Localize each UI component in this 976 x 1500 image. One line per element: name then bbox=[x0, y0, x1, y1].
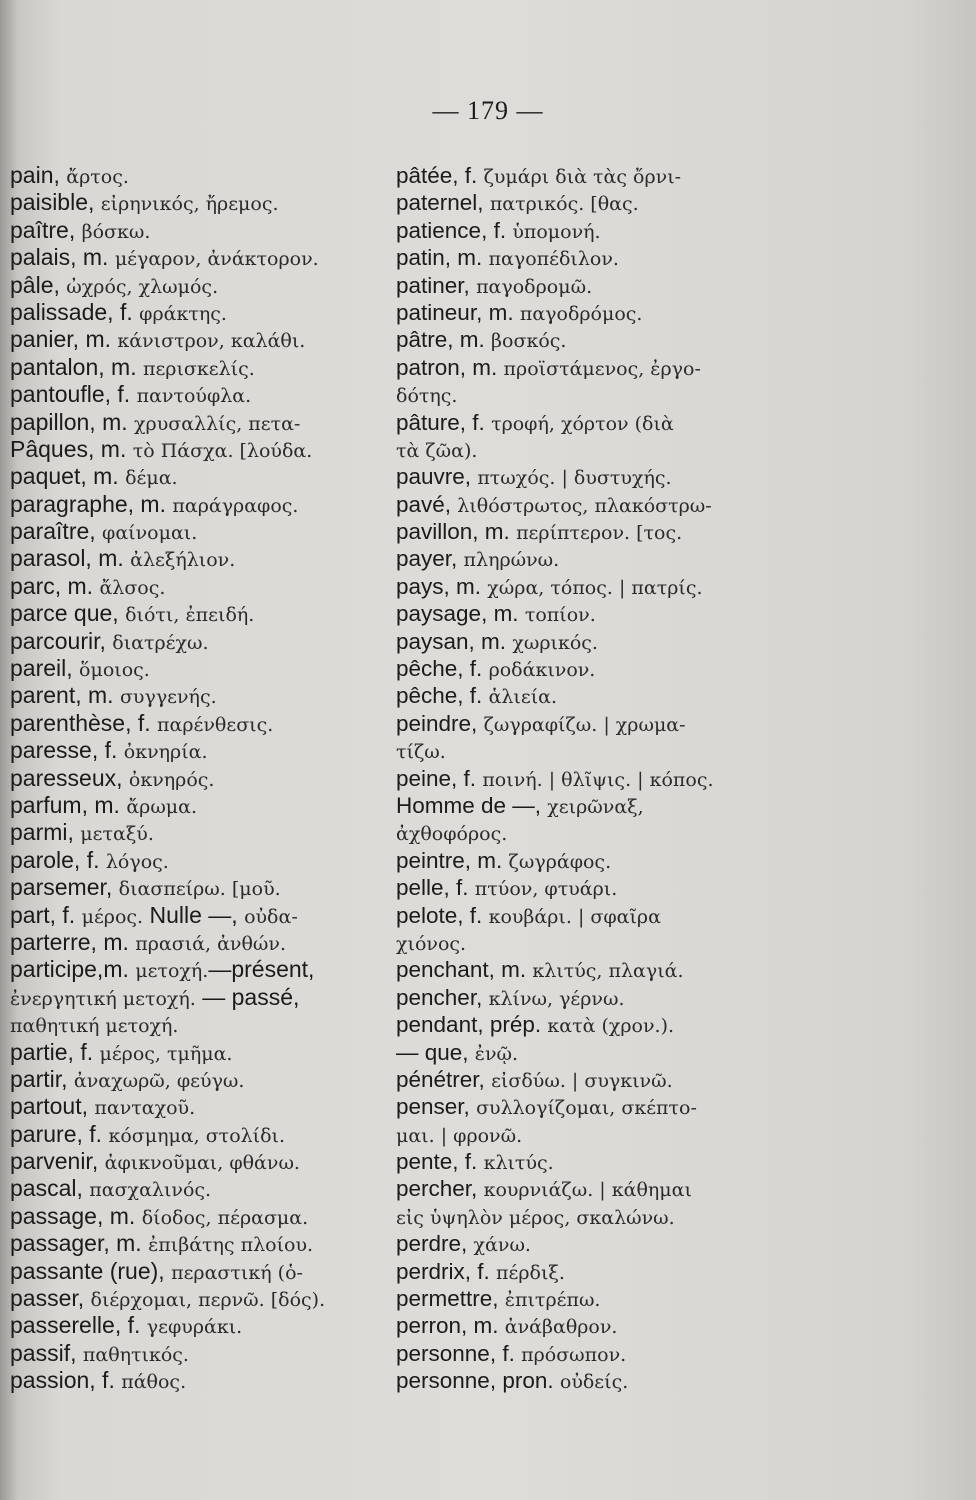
entry-french-text: parmi, bbox=[10, 819, 81, 846]
entry-french-text: passer, bbox=[10, 1285, 91, 1312]
entry-greek-text: μετοχή. bbox=[135, 960, 209, 983]
dictionary-entry bbox=[10, 737, 390, 764]
entry-greek-text: ὠχρός, χλωμός. bbox=[66, 275, 219, 298]
entry-french-text: papillon, m. bbox=[10, 408, 135, 435]
entry-greek-text: τροφή, χόρτον (διὰ bbox=[491, 412, 674, 435]
dictionary-entry bbox=[396, 409, 766, 436]
entry-greek-text: οὐδείς. bbox=[559, 1371, 629, 1394]
dictionary-entry bbox=[396, 1011, 766, 1038]
entry-french-text: pâle, bbox=[10, 271, 67, 298]
entry-french-text: percher, bbox=[396, 1176, 484, 1202]
entry-greek-text: βόσκω. bbox=[81, 220, 151, 243]
entry-greek-text: ἐπιβάτης πλοίου. bbox=[148, 1234, 314, 1257]
entry-french-text: pâture, f. bbox=[396, 409, 492, 435]
entry-greek-text: οὐδα- bbox=[244, 905, 298, 928]
entry-greek-text: ὑπομονή. bbox=[512, 220, 601, 243]
entry-french-text: parvenir, bbox=[10, 1148, 105, 1175]
dictionary-entry bbox=[396, 710, 766, 737]
entry-greek-text: ἄρτος. bbox=[66, 166, 129, 188]
entry-greek-text: πρασιά, ἀνθών. bbox=[135, 932, 286, 955]
entry-french-text: parure, f. bbox=[10, 1120, 109, 1147]
entry-greek-text: συγγενής. bbox=[119, 686, 217, 709]
entry-greek-text: πασχαλινός. bbox=[89, 1179, 212, 1202]
dictionary-entry bbox=[396, 272, 766, 299]
entry-greek-text: γεφυράκι. bbox=[146, 1316, 243, 1339]
dictionary-entry bbox=[396, 491, 766, 518]
entry-greek-text: κουρνιάζω. | κάθημαι bbox=[483, 1179, 692, 1202]
dictionary-entry bbox=[396, 1203, 766, 1230]
entry-greek-text: λόγος. bbox=[105, 850, 169, 873]
entry-greek-text: χώρα, τόπος. | πατρίς. bbox=[487, 576, 703, 599]
dictionary-entry bbox=[10, 600, 390, 627]
dictionary-entry bbox=[10, 299, 390, 326]
entry-greek-text: περαστική (ὁ- bbox=[171, 1261, 303, 1284]
entry-french-text: pays, m. bbox=[396, 573, 488, 599]
dictionary-entry bbox=[396, 1258, 766, 1285]
dictionary-entry bbox=[396, 1312, 766, 1339]
dictionary-entry bbox=[396, 1039, 766, 1066]
entry-greek-text: χειρῶναξ, bbox=[547, 795, 644, 818]
entry-greek-text: λιθόστρωτος, πλακόστρω- bbox=[457, 494, 712, 517]
entry-greek-text: εἰς ὑψηλὸν μέρος, σκαλώνω. bbox=[396, 1206, 675, 1229]
entry-greek-text: παθητική μετοχή. bbox=[10, 1015, 179, 1038]
entry-french-text: peintre, m. bbox=[396, 847, 509, 873]
entry-french-text: pauvre, bbox=[396, 464, 478, 490]
entry-french-text: penchant, m. bbox=[396, 957, 533, 983]
entry-french-text: passante (rue), bbox=[10, 1257, 172, 1284]
dictionary-entry bbox=[10, 491, 390, 518]
entry-french-text: parce que, bbox=[10, 600, 126, 627]
entry-greek-text: ἀχθοφόρος. bbox=[396, 823, 508, 846]
entry-french-text: pêche, f. bbox=[396, 683, 489, 709]
entry-greek-text: τοπίον. bbox=[524, 604, 596, 627]
entry-french-text: parsemer, bbox=[10, 874, 119, 901]
entry-french-text: pâtée, f. bbox=[396, 163, 484, 188]
entry-french-text: paisible, bbox=[10, 189, 101, 216]
entry-greek-text: μέρος. bbox=[81, 905, 144, 928]
entry-french-text: paresse, f. bbox=[10, 737, 124, 764]
dictionary-entry bbox=[10, 409, 390, 436]
dictionary-entry bbox=[10, 189, 390, 216]
dictionary-entry bbox=[396, 1340, 766, 1367]
dictionary-entry bbox=[396, 847, 766, 874]
entry-greek-text: μέρος, τμῆμα. bbox=[99, 1042, 233, 1065]
entry-french-text: paresseux, bbox=[10, 764, 129, 791]
entry-greek-text: εἰσδύω. | συγκινῶ. bbox=[491, 1069, 673, 1092]
entry-greek-text: ὅμοιος. bbox=[79, 659, 150, 682]
entry-greek-text: χιόνος. bbox=[396, 932, 467, 955]
dictionary-entry bbox=[10, 929, 390, 956]
dictionary-entry bbox=[10, 326, 390, 353]
dictionary-entry bbox=[10, 463, 390, 490]
entry-greek-text: φράκτης. bbox=[139, 302, 227, 325]
entry-french-text: perron, m. bbox=[396, 1313, 505, 1339]
entry-greek-text: χάνω. bbox=[473, 1234, 531, 1257]
entry-french-text: parfum, m. bbox=[10, 791, 127, 818]
entry-french-text: passage, m. bbox=[10, 1202, 142, 1229]
entry-greek-text: ἀναχωρῶ, φεύγω. bbox=[73, 1069, 245, 1092]
entry-french-text: passif, bbox=[10, 1339, 83, 1366]
entry-greek-text: παρένθεσις. bbox=[157, 713, 274, 736]
entry-greek-text: κόσμημα, στολίδι. bbox=[108, 1124, 286, 1147]
dictionary-entry bbox=[396, 1285, 766, 1312]
entry-greek-text: μεταξύ. bbox=[80, 823, 154, 846]
dictionary-entry bbox=[396, 354, 766, 381]
dictionary-entry bbox=[396, 902, 766, 929]
entry-french-text: paysan, m. bbox=[396, 628, 513, 654]
dictionary-entry bbox=[10, 956, 390, 983]
dictionary-entry bbox=[10, 874, 390, 901]
entry-greek-text: τίζω. bbox=[396, 741, 446, 764]
entry-french-text: pareil, bbox=[10, 655, 80, 682]
dictionary-entry bbox=[396, 244, 766, 271]
entry-french-text: panier, m. bbox=[10, 326, 118, 353]
entry-greek-text: παράγραφος. bbox=[172, 494, 299, 517]
entry-greek-text: προϊστάμενος, ἐργο- bbox=[503, 357, 701, 380]
entry-french-text: parcourir, bbox=[10, 627, 113, 654]
entry-french-text: paternel, bbox=[396, 190, 490, 216]
entry-french-text: palais, m. bbox=[10, 244, 115, 271]
entry-greek-text: ζωγραφίζω. | χρωμα- bbox=[483, 713, 686, 736]
dictionary-entry bbox=[10, 682, 390, 709]
entry-greek-text: ἀλεξήλιον. bbox=[130, 549, 236, 572]
entry-greek-text: δέμα. bbox=[125, 467, 178, 490]
entry-french-text: penser, bbox=[396, 1094, 477, 1120]
dictionary-entry bbox=[10, 1230, 390, 1257]
entry-french-text: patineur, m. bbox=[396, 299, 520, 325]
dictionary-entry bbox=[396, 326, 766, 353]
entry-french-text: paysage, m. bbox=[396, 601, 525, 627]
dictionary-entry bbox=[10, 1148, 390, 1175]
entry-greek-text: πέρδιξ. bbox=[496, 1261, 565, 1284]
entry-greek-text: δίοδος, πέρασμα. bbox=[141, 1206, 309, 1229]
entry-greek-text: διατρέχω. bbox=[112, 631, 209, 654]
dictionary-entry bbox=[10, 1093, 390, 1120]
dictionary-entry bbox=[396, 874, 766, 901]
entry-greek-text: χρυσαλλίς, πετα- bbox=[134, 412, 301, 435]
dictionary-entry bbox=[396, 545, 766, 572]
entry-french-text: permettre, bbox=[396, 1286, 505, 1312]
entry-greek-text: παγοδρόμος. bbox=[519, 302, 643, 325]
dictionary-entry bbox=[396, 956, 766, 983]
entry-greek-text: ἀνάβαθρον. bbox=[504, 1316, 618, 1339]
entry-greek-text: ἄλσος. bbox=[99, 576, 166, 599]
dictionary-entry bbox=[10, 628, 390, 655]
entry-greek-text: παγοπέδιλον. bbox=[488, 248, 619, 271]
dictionary-entry bbox=[10, 573, 390, 600]
dictionary-entry bbox=[396, 628, 766, 655]
entry-french-text: —présent, bbox=[208, 956, 315, 983]
dictionary-entry bbox=[396, 189, 766, 216]
entry-french-text: paître, bbox=[10, 216, 82, 243]
entry-french-text: pavillon, m. bbox=[396, 519, 517, 545]
entry-french-text: pavé, bbox=[396, 491, 458, 517]
entry-french-text: pelote, f. bbox=[396, 902, 489, 928]
entry-french-text: palissade, f. bbox=[10, 298, 140, 325]
dictionary-entry bbox=[10, 984, 390, 1011]
entry-french-text: personne, pron. bbox=[396, 1368, 560, 1394]
dictionary-entry bbox=[10, 1258, 390, 1285]
entry-greek-text: κατὰ (χρον.). bbox=[547, 1015, 675, 1038]
dictionary-entry bbox=[396, 436, 766, 463]
entry-french-text: parterre, m. bbox=[10, 928, 136, 955]
entry-greek-text: διέρχομαι, περνῶ. [δός). bbox=[90, 1289, 326, 1312]
dictionary-entry bbox=[396, 1066, 766, 1093]
dictionary-entry bbox=[396, 1093, 766, 1120]
dictionary-entry bbox=[396, 792, 766, 819]
entry-french-text: perdrix, f. bbox=[396, 1258, 497, 1284]
dictionary-entry bbox=[396, 655, 766, 682]
dictionary-entry bbox=[10, 436, 390, 463]
entry-greek-text: ὀκνηρός. bbox=[128, 768, 215, 791]
dictionary-entry bbox=[10, 381, 390, 408]
entry-french-text: passager, m. bbox=[10, 1230, 149, 1257]
right-column bbox=[396, 162, 766, 1395]
entry-french-text: parent, m. bbox=[10, 682, 120, 709]
dictionary-entry bbox=[396, 463, 766, 490]
entry-french-text: parasol, m. bbox=[10, 545, 131, 572]
dictionary-entry bbox=[396, 1175, 766, 1202]
entry-french-text: peine, f. bbox=[396, 765, 483, 791]
dictionary-entry bbox=[10, 902, 390, 929]
entry-greek-text: δότης. bbox=[396, 385, 458, 408]
entry-greek-text: πρόσωπον. bbox=[521, 1343, 627, 1366]
entry-greek-text: ἐπιτρέπω. bbox=[504, 1289, 601, 1312]
entry-greek-text: μέγαρον, ἀνάκτορον. bbox=[114, 248, 319, 271]
dictionary-entry bbox=[396, 381, 766, 408]
dictionary-entry bbox=[10, 1285, 390, 1312]
entry-french-text: pencher, bbox=[396, 984, 489, 1010]
entry-french-text: — que, bbox=[396, 1039, 475, 1065]
entry-french-text: pascal, bbox=[10, 1175, 90, 1202]
entry-french-text: paquet, m. bbox=[10, 463, 126, 490]
entry-greek-text: διότι, ἐπειδή. bbox=[125, 604, 255, 627]
dictionary-entry bbox=[10, 518, 390, 545]
entry-french-text: paraître, bbox=[10, 518, 103, 545]
dictionary-entry bbox=[10, 545, 390, 572]
dictionary-entry bbox=[396, 162, 766, 189]
entry-french-text: passion, f. bbox=[10, 1367, 122, 1394]
dictionary-entry bbox=[10, 1203, 390, 1230]
entry-greek-text: πτύον, φτυάρι. bbox=[474, 878, 618, 901]
dictionary-entry bbox=[396, 737, 766, 764]
entry-greek-text: κλίνω, γέρνω. bbox=[488, 987, 625, 1010]
entry-french-text: pelle, f. bbox=[396, 875, 475, 901]
entry-french-text: partie, f. bbox=[10, 1038, 100, 1065]
entry-greek-text: βοσκός. bbox=[491, 330, 567, 353]
entry-french-text: patience, f. bbox=[396, 217, 513, 243]
entry-greek-text: τὰ ζῶα). bbox=[396, 439, 478, 462]
dictionary-entry bbox=[10, 1011, 390, 1038]
entry-greek-text: κουβάρι. | σφαῖρα bbox=[488, 905, 661, 928]
entry-french-text: partir, bbox=[10, 1065, 74, 1092]
entry-french-text: parenthèse, f. bbox=[10, 709, 158, 736]
dictionary-entry bbox=[10, 1312, 390, 1339]
dictionary-entry bbox=[10, 244, 390, 271]
entry-greek-text: κάνιστρον, καλάθι. bbox=[117, 330, 306, 353]
entry-french-text: pêche, f. bbox=[396, 656, 489, 682]
dictionary-entry bbox=[396, 1367, 766, 1394]
entry-french-text: Pâques, m. bbox=[10, 435, 133, 462]
entry-french-text: pâtre, m. bbox=[396, 327, 492, 353]
entry-greek-text: ροδάκινον. bbox=[488, 659, 596, 682]
entry-greek-text: κλιτύς. bbox=[483, 1152, 554, 1175]
dictionary-entry bbox=[10, 162, 390, 189]
entry-french-text: pente, f. bbox=[396, 1149, 484, 1175]
entry-greek-text: εἰρηνικός, ἤρεμος. bbox=[100, 193, 279, 216]
entry-french-text: pantoufle, f. bbox=[10, 381, 137, 408]
entry-french-text: parole, f. bbox=[10, 846, 106, 873]
entry-greek-text: ἄρωμα. bbox=[126, 795, 198, 818]
entry-french-text: peindre, bbox=[396, 710, 484, 736]
entry-french-text: Homme de —, bbox=[396, 792, 548, 818]
entry-french-text: pain, bbox=[10, 162, 67, 188]
entry-french-text: payer, bbox=[396, 546, 464, 572]
entry-french-text: partout, bbox=[10, 1093, 95, 1120]
dictionary-entry bbox=[10, 1066, 390, 1093]
dictionary-entry bbox=[396, 217, 766, 244]
entry-greek-text: φαίνομαι. bbox=[102, 522, 198, 545]
dictionary-entry bbox=[396, 984, 766, 1011]
entry-french-text: patin, m. bbox=[396, 245, 489, 271]
dictionary-entry bbox=[396, 929, 766, 956]
entry-french-text: perdre, bbox=[396, 1231, 474, 1257]
entry-french-text: patron, m. bbox=[396, 354, 504, 380]
entry-greek-text: πάθος. bbox=[121, 1371, 187, 1394]
dictionary-entry bbox=[396, 1121, 766, 1148]
entry-greek-text: παθητικός. bbox=[82, 1343, 189, 1366]
dictionary-entry bbox=[10, 710, 390, 737]
entry-greek-text: ποινή. | θλῖψις. | κόπος. bbox=[482, 768, 714, 791]
entry-french-text: pendant, prép. bbox=[396, 1012, 548, 1038]
entry-greek-text: κλιτύς, πλαγιά. bbox=[532, 960, 684, 983]
entry-french-text: passerelle, f. bbox=[10, 1312, 147, 1339]
dictionary-entry bbox=[396, 1148, 766, 1175]
entry-greek-text: χωρικός. bbox=[512, 631, 598, 654]
dictionary-entry bbox=[10, 1039, 390, 1066]
entry-french-text: — passé, bbox=[195, 983, 300, 1010]
entry-greek-text: ζυμάρι διὰ τὰς ὄρνι- bbox=[483, 166, 682, 188]
dictionary-entry bbox=[10, 655, 390, 682]
entry-greek-text: ζωγράφος. bbox=[508, 850, 612, 873]
entry-french-text: patiner, bbox=[396, 272, 477, 298]
left-column bbox=[10, 162, 390, 1395]
entry-french-text: personne, f. bbox=[396, 1340, 522, 1366]
entry-greek-text: παντούφλα. bbox=[136, 385, 252, 408]
entry-french-text: pénétrer, bbox=[396, 1066, 492, 1092]
entry-greek-text: ἁλιεία. bbox=[488, 686, 558, 709]
entry-greek-text: ἐνεργητική μετοχή. bbox=[10, 987, 196, 1010]
entry-greek-text: ὀκνηρία. bbox=[123, 741, 208, 764]
entry-greek-text: πτωχός. | δυστυχής. bbox=[477, 467, 672, 490]
dictionary-entry bbox=[396, 299, 766, 326]
entry-greek-text: περίπτερον. [τος. bbox=[516, 522, 683, 545]
entry-french-text: pantalon, m. bbox=[10, 353, 143, 380]
dictionary-entry bbox=[396, 765, 766, 792]
dictionary-entry bbox=[10, 354, 390, 381]
dictionary-entry bbox=[396, 682, 766, 709]
entry-greek-text: ἐνῷ. bbox=[474, 1042, 519, 1065]
dictionary-entry bbox=[10, 847, 390, 874]
dictionary-entry bbox=[10, 217, 390, 244]
dictionary-entry bbox=[10, 792, 390, 819]
page-number: — 179 — bbox=[432, 96, 544, 125]
entry-greek-text: μαι. | φρονῶ. bbox=[396, 1124, 523, 1147]
dictionary-entry bbox=[396, 819, 766, 846]
entry-greek-text: τὸ Πάσχα. [λούδα. bbox=[132, 439, 313, 462]
dictionary-entry bbox=[396, 1230, 766, 1257]
entry-greek-text: περισκελίς. bbox=[142, 357, 255, 380]
dictionary-entry bbox=[10, 1340, 390, 1367]
entry-greek-text: πληρώνω. bbox=[463, 549, 560, 572]
entry-french-text: paragraphe, m. bbox=[10, 490, 173, 517]
entry-greek-text: πανταχοῦ. bbox=[94, 1097, 196, 1120]
dictionary-entry bbox=[10, 819, 390, 846]
dictionary-entry bbox=[10, 1175, 390, 1202]
dictionary-entry bbox=[396, 573, 766, 600]
dictionary-entry bbox=[10, 1121, 390, 1148]
dictionary-entry bbox=[10, 272, 390, 299]
entry-greek-text: διασπείρω. [μοῦ. bbox=[118, 878, 281, 901]
entry-greek-text: πατρικός. [θας. bbox=[489, 193, 639, 216]
dictionary-entry bbox=[10, 765, 390, 792]
dictionary-entry bbox=[396, 518, 766, 545]
entry-greek-text: παγοδρομῶ. bbox=[476, 275, 593, 298]
entry-french-text: participe,m. bbox=[10, 956, 136, 983]
entry-french-text: part, f. bbox=[10, 901, 82, 928]
dictionary-entry bbox=[10, 1367, 390, 1394]
entry-greek-text: ἀφικνοῦμαι, φθάνω. bbox=[104, 1152, 300, 1175]
entry-french-text: Nulle —, bbox=[143, 901, 245, 928]
entry-french-text: parc, m. bbox=[10, 572, 100, 599]
dictionary-entry bbox=[396, 600, 766, 627]
entry-greek-text: συλλογίζομαι, σκέπτο- bbox=[476, 1097, 697, 1120]
